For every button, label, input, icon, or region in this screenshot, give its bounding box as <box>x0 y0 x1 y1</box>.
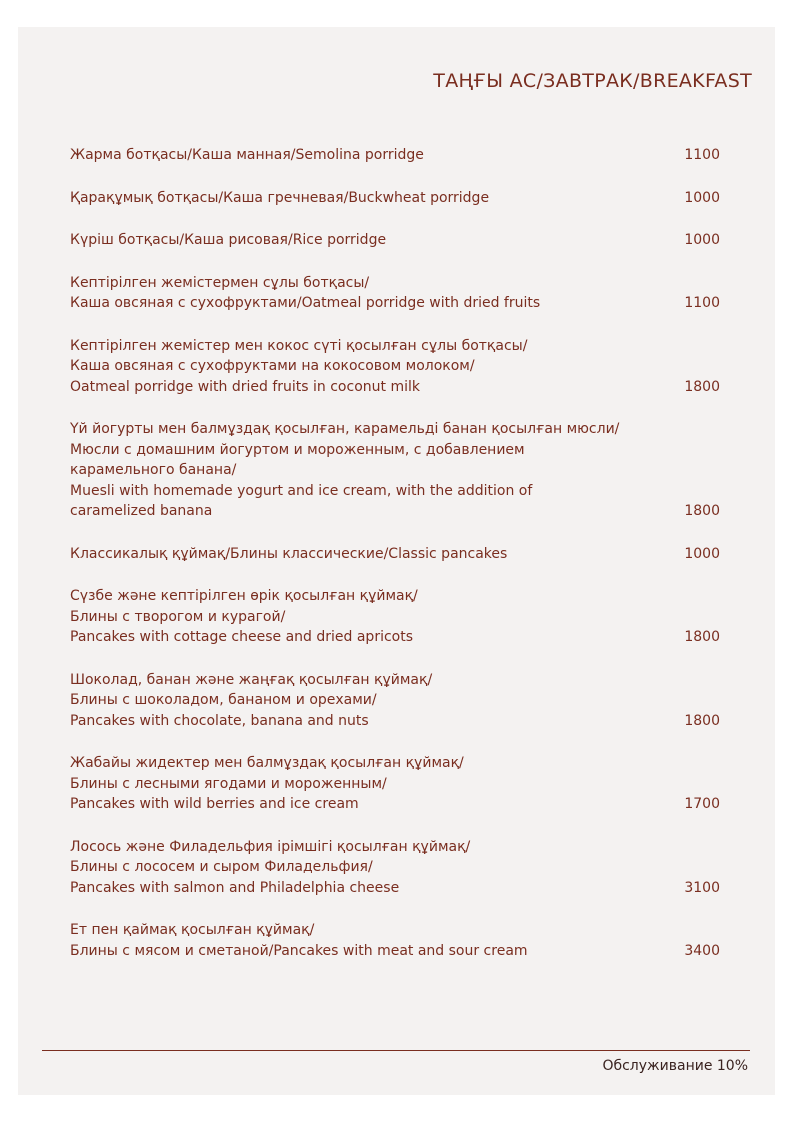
menu-item-line: Блины с творогом и курагой/ <box>70 608 286 625</box>
menu-item-text <box>70 920 660 961</box>
menu-item-price: 1700 <box>684 796 720 812</box>
menu-item <box>70 145 720 166</box>
menu-item-text <box>70 419 660 522</box>
menu-item-line: Pancakes with wild berries and ice cream <box>70 796 359 812</box>
menu-item-line: Блины с лососем и сыром Филадельфия/ <box>70 859 373 875</box>
footer-divider <box>42 1050 750 1051</box>
menu-item-line: Қарақұмық ботқасы/Каша гречневая/Buckwheat porridge <box>70 189 490 206</box>
menu-item-text <box>70 145 660 166</box>
menu-item-price: 1800 <box>684 378 720 395</box>
menu-item-price: 3100 <box>684 879 720 896</box>
menu-item-line: Pancakes with cottage cheese and dried apricots <box>70 629 414 645</box>
menu-item-line: Oatmeal porridge with dried fruits in coconut milk <box>70 378 420 395</box>
menu-item-line: Pancakes with salmon and Philadelphia cheese <box>70 879 400 896</box>
service-charge-note: Обслуживание 10% <box>602 1058 748 1074</box>
menu-item-text <box>70 670 660 732</box>
menu-item-line: caramelized banana <box>70 503 213 519</box>
menu-item-line: Pancakes with chocolate, banana and nuts <box>70 712 369 729</box>
menu-item-line: Жабайы жидектер мен балмұздақ қосылған құймақ/ <box>70 755 464 771</box>
menu-item <box>70 230 720 251</box>
menu-item-line: Блины с шоколадом, бананом и орехами/ <box>70 692 377 708</box>
menu-item <box>70 273 720 314</box>
menu-item-line: Үй йогурты мен балмұздақ қосылған, карамельді банан қосылған мюсли/ <box>70 421 620 437</box>
menu-item-line: Каша овсяная с сухофруктами на кокосовом молоком/ <box>70 358 475 374</box>
menu-item <box>70 753 720 815</box>
menu-item-line: Ет пен қаймақ қосылған құймақ/ <box>70 922 315 938</box>
menu-item <box>70 188 720 209</box>
menu-item-text <box>70 586 660 648</box>
menu-item-text <box>70 230 660 251</box>
menu-item-line: Классикалық құймақ/Блины классические/Classic pancakes <box>70 545 508 562</box>
menu-item-line: Лосось және Филадельфия ірімшігі қосылған құймақ/ <box>70 838 471 855</box>
menu-item-line: Muesli with homemade yogurt and ice cream, with the addition of <box>70 482 533 499</box>
menu-item-line: Жарма ботқасы/Каша манная/Semolina porridge <box>70 147 424 163</box>
menu-item-text <box>70 544 660 565</box>
menu-item-line: Кептірілген жемістермен сұлы ботқасы/ <box>70 274 370 291</box>
menu-item-text <box>70 188 660 209</box>
menu-item-text <box>70 336 660 398</box>
menu-item-line: карамельного банана/ <box>70 462 237 478</box>
menu-item-text <box>70 837 660 899</box>
menu-item <box>70 419 720 522</box>
menu-item-text <box>70 753 660 815</box>
menu-item-price: 1800 <box>684 503 720 519</box>
menu-item <box>70 544 720 565</box>
menu-item-line: Шоколад, банан және жаңғақ қосылған құймақ/ <box>70 671 433 688</box>
menu-item-line: Каша овсяная с сухофруктами/Oatmeal porridge with dried fruits <box>70 295 541 311</box>
menu-item-line: Күріш ботқасы/Каша рисовая/Rice porridge <box>70 232 387 248</box>
menu-item-price: 1000 <box>684 189 720 206</box>
menu-item-price: 1000 <box>684 232 720 248</box>
menu-item-line: Блины с лесными ягодами и мороженным/ <box>70 775 387 792</box>
menu-item-price: 1800 <box>684 712 720 729</box>
menu-item <box>70 336 720 398</box>
menu-item-text <box>70 273 660 314</box>
menu-list <box>70 145 720 983</box>
menu-item-line: Блины с мясом и сметаной/Pancakes with meat and sour cream <box>70 942 528 959</box>
menu-item-price: 1800 <box>684 629 720 645</box>
menu-item-price: 3400 <box>684 942 720 959</box>
menu-item-price: 1000 <box>684 545 720 562</box>
page-title: ТАҢҒЫ АС/ЗАВТРАК/BREAKFAST <box>433 70 752 92</box>
menu-item <box>70 586 720 648</box>
menu-item <box>70 920 720 961</box>
menu-item-price: 1100 <box>684 147 720 163</box>
menu-item-line: Сүзбе және кептірілген өрік қосылған құймақ/ <box>70 588 418 604</box>
menu-item-line: Мюсли с домашним йогуртом и мороженным, с добавлением <box>70 441 525 458</box>
menu-item-line: Кептірілген жемістер мен кокос сүті қосылған сұлы ботқасы/ <box>70 337 528 354</box>
menu-item-price: 1100 <box>684 295 720 311</box>
menu-item <box>70 837 720 899</box>
menu-item <box>70 670 720 732</box>
